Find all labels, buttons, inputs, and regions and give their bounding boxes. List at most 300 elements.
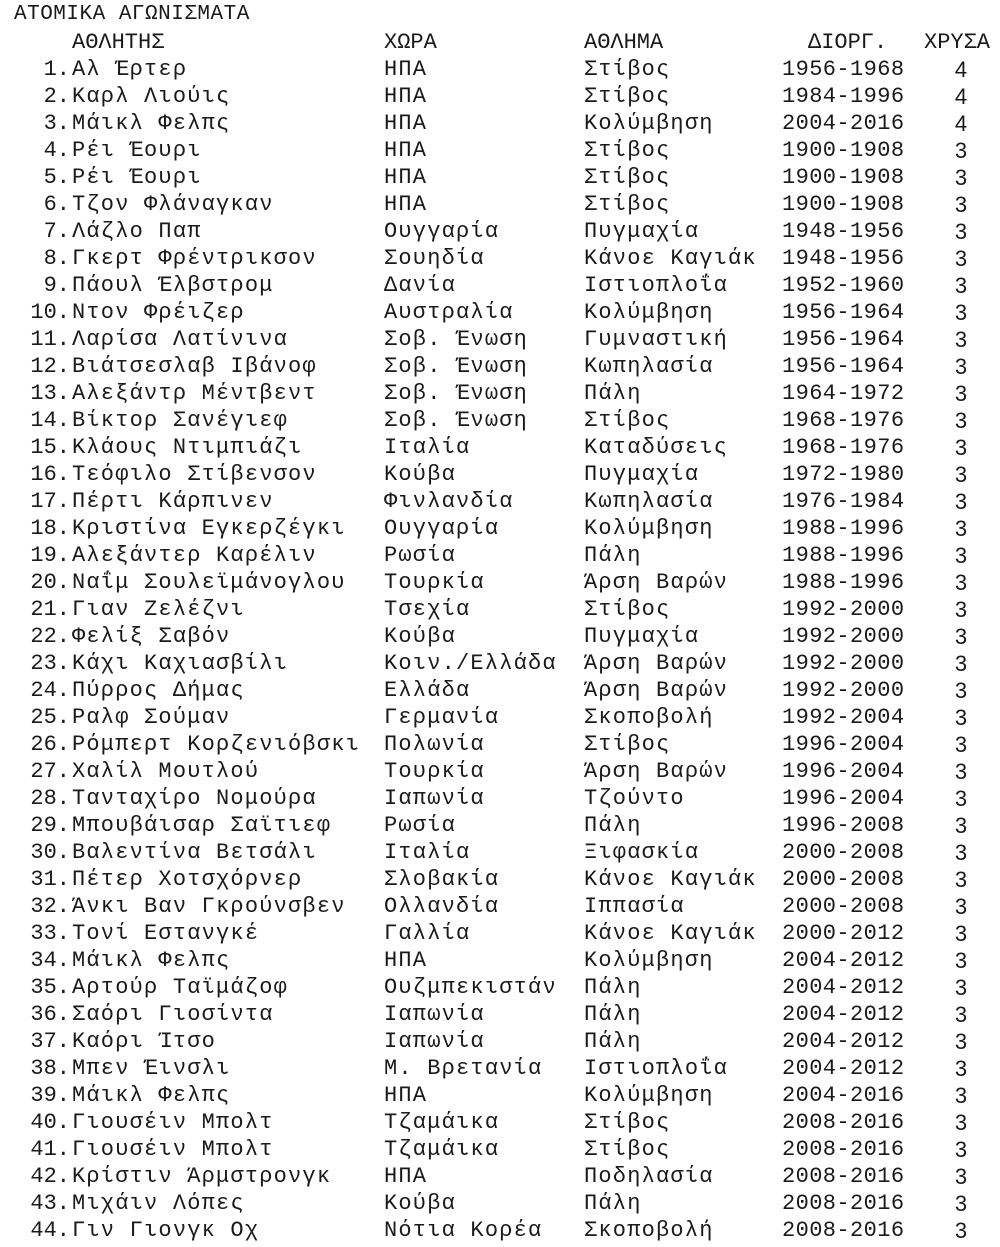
- sport: Ιππασία: [584, 894, 685, 919]
- gold-count: 3: [954, 651, 968, 676]
- country: Ουγγαρία: [384, 219, 500, 244]
- athlete-name: Μάικλ Φελπς: [72, 948, 231, 973]
- country: Σοβ. Ένωση: [384, 381, 529, 406]
- athlete-name: Πέτερ Χοτσχόρνερ: [72, 867, 303, 892]
- athlete-name: Ρέι Έουρι: [72, 165, 202, 190]
- years: 1992-2000: [782, 678, 905, 703]
- row-number: 32.: [30, 894, 70, 919]
- athlete-name: Γιν Γιονγκ Οχ: [72, 1218, 260, 1243]
- row-number: 20.: [30, 570, 70, 595]
- row-number: 38.: [30, 1056, 70, 1081]
- table-row: [0, 840, 1000, 867]
- table-row: [0, 732, 1000, 759]
- country: Ρωσία: [384, 813, 457, 838]
- gold-count: 3: [954, 948, 968, 973]
- years: 1984-1996: [782, 84, 905, 109]
- table-row: [0, 894, 1000, 921]
- table-row: [0, 516, 1000, 543]
- athlete-name: Γιαν Ζελέζνι: [72, 597, 245, 622]
- table-row: [0, 1191, 1000, 1218]
- table-row: [0, 192, 1000, 219]
- sport: Ιστιοπλοΐα: [584, 1056, 729, 1081]
- table-row: [0, 57, 1000, 84]
- gold-count: 3: [954, 1164, 968, 1189]
- table-row: [0, 1029, 1000, 1056]
- country: Ιταλία: [384, 435, 471, 460]
- years: 1964-1972: [782, 381, 905, 406]
- years: 2004-2012: [782, 1029, 905, 1054]
- gold-count: 3: [954, 786, 968, 811]
- sport: Στίβος: [584, 1110, 671, 1135]
- sport: Πάλη: [584, 975, 642, 1000]
- row-number: 22.: [30, 624, 70, 649]
- athlete-name: Βίκτορ Σανέγιεφ: [72, 408, 289, 433]
- years: 1900-1908: [782, 192, 905, 217]
- gold-count: 3: [954, 246, 968, 271]
- gold-count: 3: [954, 759, 968, 784]
- years: 2004-2012: [782, 1056, 905, 1081]
- athlete-name: Ρέι Έουρι: [72, 138, 202, 163]
- table-row: [0, 408, 1000, 435]
- header-gold: ΧΡΥΣΑ: [924, 30, 991, 55]
- athlete-name: Ντον Φρέιζερ: [72, 300, 245, 325]
- athlete-name: Αλ Έρτερ: [72, 57, 188, 82]
- years: 1968-1976: [782, 408, 905, 433]
- country: Τσεχία: [384, 597, 471, 622]
- athlete-name: Πάουλ Έλβστρομ: [72, 273, 274, 298]
- sport: Πάλη: [584, 813, 642, 838]
- row-number: 33.: [30, 921, 70, 946]
- years: 1992-2000: [782, 651, 905, 676]
- years: 1988-1996: [782, 570, 905, 595]
- gold-count: 3: [954, 1056, 968, 1081]
- athlete-name: Κρίστιν Άρμστρονγκ: [72, 1164, 332, 1189]
- sport: Καταδύσεις: [584, 435, 729, 460]
- country: Σουηδία: [384, 246, 485, 271]
- years: 1948-1956: [782, 246, 905, 271]
- header-athlete: ΑΘΛΗΤΗΣ: [72, 30, 165, 55]
- table-row: [0, 435, 1000, 462]
- table-row: [0, 543, 1000, 570]
- country: ΗΠΑ: [384, 84, 428, 109]
- sport: Στίβος: [584, 57, 671, 82]
- gold-count: 3: [954, 1218, 968, 1243]
- years: 1968-1976: [782, 435, 905, 460]
- sport: Ιστιοπλοΐα: [584, 273, 729, 298]
- row-number: 24.: [30, 678, 70, 703]
- table-row: [0, 678, 1000, 705]
- sport: Κάνοε Καγιάκ: [584, 246, 757, 271]
- years: 1996-2004: [782, 786, 905, 811]
- country: Τζαμάικα: [384, 1137, 500, 1162]
- sport: Πάλη: [584, 1002, 642, 1027]
- sport: Στίβος: [584, 138, 671, 163]
- country: ΗΠΑ: [384, 165, 428, 190]
- table-row: [0, 138, 1000, 165]
- athlete-name: Τονί Εστανγκέ: [72, 921, 260, 946]
- table-row: [0, 759, 1000, 786]
- years: 2000-2008: [782, 867, 905, 892]
- row-number: 39.: [30, 1083, 70, 1108]
- row-number: 37.: [30, 1029, 70, 1054]
- table-row: [0, 1164, 1000, 1191]
- country: ΗΠΑ: [384, 1164, 428, 1189]
- athlete-name: Βαλεντίνα Βετσάλι: [72, 840, 317, 865]
- years: 1956-1964: [782, 354, 905, 379]
- sport: Σκοποβολή: [584, 1218, 714, 1243]
- country: Αυστραλία: [384, 300, 514, 325]
- country: ΗΠΑ: [384, 192, 428, 217]
- table-row: [0, 705, 1000, 732]
- sport: Στίβος: [584, 597, 671, 622]
- athlete-name: Μάικλ Φελπς: [72, 1083, 231, 1108]
- sport: Πάλη: [584, 1029, 642, 1054]
- athlete-name: Φελίξ Σαβόν: [72, 624, 231, 649]
- row-number: 4.: [43, 138, 70, 163]
- row-number: 30.: [30, 840, 70, 865]
- athlete-name: Χαλίλ Μουτλού: [72, 759, 260, 784]
- athlete-name: Πέρτι Κάρπινεν: [72, 489, 274, 514]
- years: 1956-1964: [782, 300, 905, 325]
- gold-count: 3: [954, 327, 968, 352]
- row-number: 23.: [30, 651, 70, 676]
- athlete-name: Κριστίνα Εγκερζέγκι: [72, 516, 346, 541]
- row-number: 13.: [30, 381, 70, 406]
- years: 2000-2008: [782, 840, 905, 865]
- gold-count: 3: [954, 732, 968, 757]
- athlete-name: Σαόρι Γιοσίντα: [72, 1002, 274, 1027]
- table-row: [0, 381, 1000, 408]
- table-row: [0, 921, 1000, 948]
- table-row: [0, 975, 1000, 1002]
- sport: Στίβος: [584, 1137, 671, 1162]
- years: 2000-2008: [782, 894, 905, 919]
- table-row: [0, 300, 1000, 327]
- athlete-name: Αλεξάντρ Μέντβεντ: [72, 381, 317, 406]
- sport: Κολύμβηση: [584, 948, 714, 973]
- sport: Κολύμβηση: [584, 1083, 714, 1108]
- sport: Σκοποβολή: [584, 705, 714, 730]
- row-number: 14.: [30, 408, 70, 433]
- gold-count: 4: [954, 57, 968, 82]
- row-number: 16.: [30, 462, 70, 487]
- athlete-name: Γκερτ Φρέντρικσον: [72, 246, 317, 271]
- country: Ιαπωνία: [384, 786, 485, 811]
- row-number: 41.: [30, 1137, 70, 1162]
- country: ΗΠΑ: [384, 111, 428, 136]
- athlete-name: Τανταχίρο Νομούρα: [72, 786, 317, 811]
- gold-count: 3: [954, 624, 968, 649]
- country: ΗΠΑ: [384, 138, 428, 163]
- table-row: [0, 1137, 1000, 1164]
- gold-count: 3: [954, 165, 968, 190]
- country: Τζαμάικα: [384, 1110, 500, 1135]
- gold-count: 3: [954, 219, 968, 244]
- years: 2004-2016: [782, 1083, 905, 1108]
- athlete-name: Αλεξάντερ Καρέλιν: [72, 543, 317, 568]
- header-sport: ΑΘΛΗΜΑ: [584, 30, 664, 55]
- years: 2004-2012: [782, 975, 905, 1000]
- country: Γαλλία: [384, 921, 471, 946]
- gold-count: 3: [954, 381, 968, 406]
- gold-count: 3: [954, 570, 968, 595]
- table-row: [0, 624, 1000, 651]
- table-row: [0, 462, 1000, 489]
- sport: Πυγμαχία: [584, 624, 700, 649]
- sport: Πάλη: [584, 1191, 642, 1216]
- row-number: 17.: [30, 489, 70, 514]
- country: Μ. Βρετανία: [384, 1056, 543, 1081]
- table-row: [0, 219, 1000, 246]
- years: 2004-2012: [782, 948, 905, 973]
- table-row: [0, 354, 1000, 381]
- row-number: 6.: [43, 192, 70, 217]
- table-row: [0, 786, 1000, 813]
- country: Ιαπωνία: [384, 1002, 485, 1027]
- years: 1956-1968: [782, 57, 905, 82]
- sport: Ξιφασκία: [584, 840, 700, 865]
- row-number: 19.: [30, 543, 70, 568]
- gold-count: 3: [954, 138, 968, 163]
- country: Σοβ. Ένωση: [384, 408, 529, 433]
- years: 2008-2016: [782, 1218, 905, 1243]
- athlete-name: Κάχι Καχιασβίλι: [72, 651, 289, 676]
- sport: Στίβος: [584, 84, 671, 109]
- sport: Κάνοε Καγιάκ: [584, 867, 757, 892]
- athlete-name: Πύρρος Δήμας: [72, 678, 245, 703]
- gold-count: 3: [954, 543, 968, 568]
- row-number: 3.: [43, 111, 70, 136]
- country: Κοιν./Ελλάδα: [384, 651, 557, 676]
- table-row: [0, 597, 1000, 624]
- row-number: 10.: [30, 300, 70, 325]
- country: ΗΠΑ: [384, 948, 428, 973]
- gold-count: 3: [954, 1002, 968, 1027]
- years: 1992-2004: [782, 705, 905, 730]
- gold-count: 3: [954, 1137, 968, 1162]
- gold-count: 3: [954, 975, 968, 1000]
- gold-count: 3: [954, 705, 968, 730]
- row-number: 40.: [30, 1110, 70, 1135]
- row-number: 35.: [30, 975, 70, 1000]
- gold-count: 3: [954, 1029, 968, 1054]
- table-row: [0, 651, 1000, 678]
- sport: Ποδηλασία: [584, 1164, 714, 1189]
- sport: Στίβος: [584, 165, 671, 190]
- athlete-name: Ραλφ Σούμαν: [72, 705, 231, 730]
- country: Ουζμπεκιστάν: [384, 975, 557, 1000]
- country: Πολωνία: [384, 732, 485, 757]
- row-number: 2.: [43, 84, 70, 109]
- header-years: ΔΙΟΡΓ.: [808, 30, 888, 55]
- gold-count: 3: [954, 678, 968, 703]
- years: 1988-1996: [782, 543, 905, 568]
- header-country: ΧΩΡΑ: [384, 30, 437, 55]
- row-number: 42.: [30, 1164, 70, 1189]
- country: Κούβα: [384, 462, 457, 487]
- table-row: [0, 84, 1000, 111]
- country: Ουγγαρία: [384, 516, 500, 541]
- gold-count: 3: [954, 894, 968, 919]
- athlete-name: Ρόμπερτ Κορζενιόβσκι: [72, 732, 361, 757]
- row-number: 7.: [43, 219, 70, 244]
- athlete-name: Βιάτσεσλαβ Ιβάνοφ: [72, 354, 317, 379]
- years: 2008-2016: [782, 1137, 905, 1162]
- table-row: [0, 327, 1000, 354]
- athlete-name: Λαρίσα Λατίνινα: [72, 327, 289, 352]
- country: Φινλανδία: [384, 489, 514, 514]
- country: Ρωσία: [384, 543, 457, 568]
- years: 2000-2012: [782, 921, 905, 946]
- table-row: [0, 246, 1000, 273]
- gold-count: 4: [954, 111, 968, 136]
- row-number: 31.: [30, 867, 70, 892]
- row-number: 15.: [30, 435, 70, 460]
- row-number: 8.: [43, 246, 70, 271]
- years: 1956-1964: [782, 327, 905, 352]
- row-number: 1.: [43, 57, 70, 82]
- country: Τουρκία: [384, 759, 485, 784]
- table-row: [0, 948, 1000, 975]
- sport: Στίβος: [584, 408, 671, 433]
- page-title: ΑΤΟΜΙΚΑ ΑΓΩΝΙΣΜΑΤΑ: [14, 3, 250, 26]
- row-number: 12.: [30, 354, 70, 379]
- years: 2004-2016: [782, 111, 905, 136]
- row-number: 25.: [30, 705, 70, 730]
- gold-count: 3: [954, 354, 968, 379]
- athlete-name: Τεόφιλο Στίβενσον: [72, 462, 317, 487]
- years: 1992-2000: [782, 624, 905, 649]
- gold-count: 3: [954, 489, 968, 514]
- athlete-name: Γιουσέιν Μπολτ: [72, 1110, 274, 1135]
- country: Σοβ. Ένωση: [384, 327, 529, 352]
- country: ΗΠΑ: [384, 57, 428, 82]
- sport: Άρση Βαρών: [584, 759, 729, 784]
- gold-count: 3: [954, 1110, 968, 1135]
- row-number: 43.: [30, 1191, 70, 1216]
- row-number: 9.: [43, 273, 70, 298]
- years: 1996-2004: [782, 759, 905, 784]
- table-row: [0, 489, 1000, 516]
- row-number: 5.: [43, 165, 70, 190]
- gold-count: 3: [954, 1191, 968, 1216]
- sport: Στίβος: [584, 192, 671, 217]
- sport: Κολύμβηση: [584, 300, 714, 325]
- athlete-name: Μπουβάισαρ Σαϊτιεφ: [72, 813, 332, 838]
- gold-count: 3: [954, 840, 968, 865]
- country: Νότια Κορέα: [384, 1218, 543, 1243]
- sport: Πάλη: [584, 543, 642, 568]
- athlete-name: Μπεν Έινσλι: [72, 1056, 231, 1081]
- sport: Γυμναστική: [584, 327, 729, 352]
- athlete-name: Γιουσέιν Μπολτ: [72, 1137, 274, 1162]
- sport: Άρση Βαρών: [584, 570, 729, 595]
- gold-count: 3: [954, 813, 968, 838]
- row-number: 27.: [30, 759, 70, 784]
- athlete-name: Αρτούρ Ταϊμάζοφ: [72, 975, 289, 1000]
- country: Σοβ. Ένωση: [384, 354, 529, 379]
- sport: Πυγμαχία: [584, 462, 700, 487]
- sport: Κάνοε Καγιάκ: [584, 921, 757, 946]
- table-row: [0, 1218, 1000, 1245]
- row-number: 11.: [30, 327, 70, 352]
- years: 2004-2012: [782, 1002, 905, 1027]
- years: 1900-1908: [782, 138, 905, 163]
- gold-count: 3: [954, 1083, 968, 1108]
- athlete-name: Ναΐμ Σουλεϊμάνογλου: [72, 570, 346, 595]
- country: Σλοβακία: [384, 867, 500, 892]
- years: 1948-1956: [782, 219, 905, 244]
- row-number: 36.: [30, 1002, 70, 1027]
- country: Γερμανία: [384, 705, 500, 730]
- sport: Άρση Βαρών: [584, 678, 729, 703]
- gold-count: 3: [954, 273, 968, 298]
- table-row: [0, 570, 1000, 597]
- gold-count: 3: [954, 597, 968, 622]
- athlete-name: Λάζλο Παπ: [72, 219, 202, 244]
- sport: Κωπηλασία: [584, 489, 714, 514]
- sport: Άρση Βαρών: [584, 651, 729, 676]
- sport: Τζούντο: [584, 786, 685, 811]
- table-row: [0, 111, 1000, 138]
- row-number: 26.: [30, 732, 70, 757]
- table-row: [0, 1083, 1000, 1110]
- gold-count: 3: [954, 435, 968, 460]
- years: 1988-1996: [782, 516, 905, 541]
- sport: Πάλη: [584, 381, 642, 406]
- years: 1992-2000: [782, 597, 905, 622]
- table-row: [0, 1056, 1000, 1083]
- athlete-name: Καόρι Ίτσο: [72, 1029, 217, 1054]
- gold-count: 3: [954, 300, 968, 325]
- country: Ολλανδία: [384, 894, 500, 919]
- athlete-name: Άνκι Βαν Γκρούνσβεν: [72, 894, 346, 919]
- sport: Κολύμβηση: [584, 516, 714, 541]
- years: 1976-1984: [782, 489, 905, 514]
- years: 2008-2016: [782, 1164, 905, 1189]
- row-number: 34.: [30, 948, 70, 973]
- country: Ιαπωνία: [384, 1029, 485, 1054]
- table-row: [0, 813, 1000, 840]
- table-header: [0, 30, 1000, 57]
- table-row: [0, 867, 1000, 894]
- athlete-name: Τζον Φλάναγκαν: [72, 192, 274, 217]
- years: 2008-2016: [782, 1191, 905, 1216]
- sport: Κωπηλασία: [584, 354, 714, 379]
- athlete-name: Μάικλ Φελπς: [72, 111, 231, 136]
- row-number: 28.: [30, 786, 70, 811]
- country: Ιταλία: [384, 840, 471, 865]
- table-row: [0, 1110, 1000, 1137]
- table-row: [0, 165, 1000, 192]
- gold-count: 3: [954, 921, 968, 946]
- row-number: 44.: [30, 1218, 70, 1243]
- gold-count: 3: [954, 867, 968, 892]
- country: Δανία: [384, 273, 457, 298]
- country: Τουρκία: [384, 570, 485, 595]
- sport: Στίβος: [584, 732, 671, 757]
- country: Κούβα: [384, 624, 457, 649]
- table-row: [0, 1002, 1000, 1029]
- years: 1996-2004: [782, 732, 905, 757]
- row-number: 21.: [30, 597, 70, 622]
- gold-count: 3: [954, 192, 968, 217]
- gold-count: 4: [954, 84, 968, 109]
- country: ΗΠΑ: [384, 1083, 428, 1108]
- athlete-name: Μιχάιν Λόπες: [72, 1191, 245, 1216]
- sport: Πυγμαχία: [584, 219, 700, 244]
- years: 1972-1980: [782, 462, 905, 487]
